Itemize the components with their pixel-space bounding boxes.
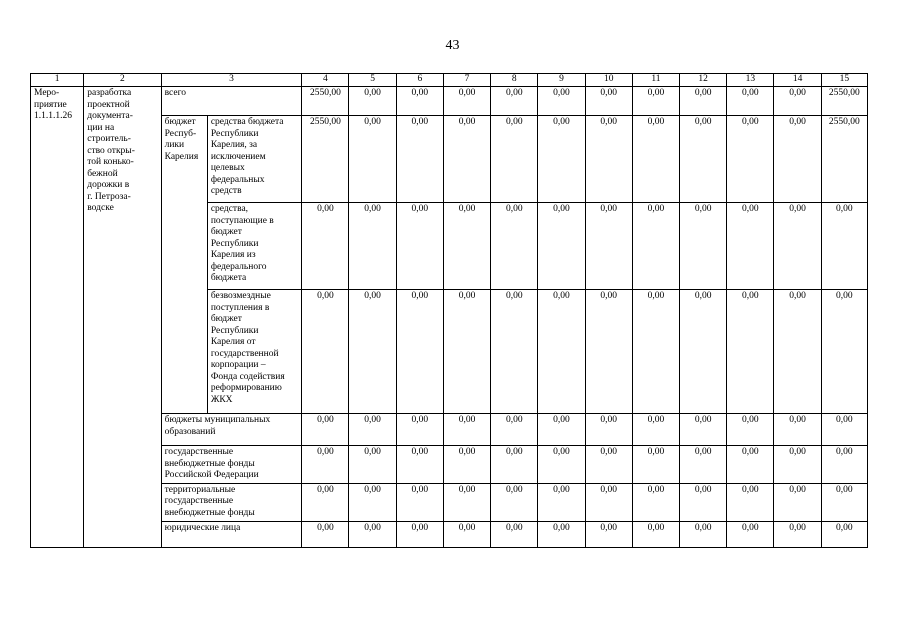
value-cell: 0,00 <box>632 290 679 414</box>
value-cell: 0,00 <box>774 521 821 547</box>
value-cell: 0,00 <box>727 414 774 446</box>
header-cell: 7 <box>443 74 490 87</box>
source-label <box>207 203 301 290</box>
value-cell: 0,00 <box>727 446 774 484</box>
value-cell: 0,00 <box>302 521 349 547</box>
source-label <box>207 290 301 414</box>
value-cell: 0,00 <box>585 521 632 547</box>
source-label <box>161 446 302 484</box>
value-cell: 0,00 <box>538 87 585 116</box>
text-line: бюджет <box>164 117 196 127</box>
header-cell: 6 <box>396 74 443 87</box>
header-row <box>31 74 868 87</box>
value-cell: 0,00 <box>774 290 821 414</box>
value-cell: 0,00 <box>491 116 538 203</box>
value-cell: 0,00 <box>396 116 443 203</box>
value-cell: 0,00 <box>821 483 867 521</box>
text-line: корпорации – <box>210 360 266 370</box>
table-row <box>31 87 868 116</box>
source-label <box>161 483 302 521</box>
value-cell: 0,00 <box>680 203 727 290</box>
text-line: 1.1.1.1.26 <box>34 111 72 121</box>
value-cell: 0,00 <box>727 290 774 414</box>
text-line: Карелия, за <box>210 140 258 150</box>
value-cell: 0,00 <box>302 446 349 484</box>
text-line: ЖКХ <box>210 394 233 405</box>
value-cell: 0,00 <box>302 290 349 414</box>
value-cell: 0,00 <box>680 414 727 446</box>
value-cell: 0,00 <box>443 483 490 521</box>
page-number: 43 <box>445 38 460 53</box>
text-line: строитель- <box>87 134 131 144</box>
header-cell: 5 <box>349 74 396 87</box>
header-cell: 14 <box>774 74 821 87</box>
text-line: средства бюджета <box>210 117 284 127</box>
value-cell: 0,00 <box>774 203 821 290</box>
value-cell: 0,00 <box>491 414 538 446</box>
text-line: водске <box>87 203 114 213</box>
text-line: Карелия от <box>210 337 256 347</box>
value-cell: 0,00 <box>632 414 679 446</box>
value-cell: 0,00 <box>680 87 727 116</box>
value-cell: 0,00 <box>302 414 349 446</box>
budget-group-label <box>161 116 207 414</box>
text-line: г. Петроза- <box>87 191 131 202</box>
text-line: внебюджетные фонды <box>164 507 255 518</box>
value-cell: 0,00 <box>585 290 632 414</box>
text-line: Республики <box>210 325 259 336</box>
value-cell: 0,00 <box>680 521 727 547</box>
text-line: безвозмездные <box>210 291 271 301</box>
value-cell: 0,00 <box>727 521 774 547</box>
text-line: бюджета <box>210 273 247 283</box>
value-cell: 0,00 <box>821 521 867 547</box>
value-cell: 0,00 <box>585 87 632 116</box>
value-cell: 0,00 <box>396 483 443 521</box>
value-cell: 0,00 <box>443 446 490 484</box>
value-cell: 0,00 <box>349 116 396 203</box>
header-cell: 4 <box>302 74 349 87</box>
text-line: ство откры- <box>87 145 135 156</box>
measure-code <box>31 87 84 548</box>
header-cell: 2 <box>84 74 161 87</box>
value-cell: 0,00 <box>680 483 727 521</box>
value-cell: 0,00 <box>538 116 585 203</box>
text-line: средства, <box>210 204 249 214</box>
value-cell: 0,00 <box>491 203 538 290</box>
text-line: целевых <box>210 163 245 173</box>
value-cell: 0,00 <box>821 203 867 290</box>
text-line: Карелия <box>164 151 199 162</box>
value-cell: 0,00 <box>396 414 443 446</box>
source-label <box>207 116 301 203</box>
text-line: территориальные <box>164 484 236 495</box>
value-cell: 0,00 <box>585 116 632 203</box>
budget-table <box>30 73 868 548</box>
value-cell: 0,00 <box>632 203 679 290</box>
value-cell: 0,00 <box>774 446 821 484</box>
text-line: бюджет <box>210 227 242 237</box>
value-cell: 0,00 <box>538 203 585 290</box>
value-cell: 0,00 <box>349 203 396 290</box>
text-line: лики <box>164 140 185 150</box>
value-cell: 0,00 <box>491 87 538 116</box>
text-line: Фонда содействия <box>210 371 285 382</box>
value-cell: 2550,00 <box>302 116 349 203</box>
value-cell: 0,00 <box>727 116 774 203</box>
value-cell: 0,00 <box>632 483 679 521</box>
value-cell: 0,00 <box>632 521 679 547</box>
value-cell: 0,00 <box>680 290 727 414</box>
text-line: Респуб- <box>164 128 197 139</box>
value-cell: 0,00 <box>585 203 632 290</box>
text-line: приятие <box>34 99 67 110</box>
header-cell: 3 <box>161 74 302 87</box>
value-cell: 0,00 <box>680 446 727 484</box>
value-cell: 0,00 <box>727 87 774 116</box>
value-cell: 0,00 <box>349 290 396 414</box>
value-cell: 2550,00 <box>821 116 867 203</box>
value-cell: 0,00 <box>349 87 396 116</box>
text-line: юридические лица <box>164 522 241 533</box>
text-line: федеральных <box>210 174 265 185</box>
value-cell: 0,00 <box>396 521 443 547</box>
text-line: ции на <box>87 122 115 133</box>
value-cell: 0,00 <box>585 483 632 521</box>
value-cell: 0,00 <box>396 446 443 484</box>
text-line: государственные <box>164 496 234 506</box>
text-line: федерального <box>210 261 267 272</box>
text-line: Российской Федерации <box>164 470 259 480</box>
measure-name <box>84 87 161 548</box>
value-cell: 0,00 <box>774 483 821 521</box>
value-cell: 0,00 <box>538 446 585 484</box>
value-cell: 0,00 <box>538 414 585 446</box>
text-line: реформированию <box>210 383 282 393</box>
header-cell: 12 <box>680 74 727 87</box>
text-line: Меро- <box>34 88 60 98</box>
value-cell: 0,00 <box>491 483 538 521</box>
source-label <box>161 521 302 547</box>
text-line: Республики <box>210 128 259 139</box>
value-cell: 0,00 <box>349 414 396 446</box>
value-cell: 0,00 <box>821 414 867 446</box>
text-line: всего <box>164 88 186 98</box>
value-cell: 0,00 <box>396 203 443 290</box>
value-cell: 0,00 <box>727 483 774 521</box>
value-cell: 0,00 <box>632 116 679 203</box>
value-cell: 0,00 <box>680 116 727 203</box>
value-cell: 0,00 <box>349 521 396 547</box>
text-line: средств <box>210 186 242 196</box>
value-cell: 0,00 <box>396 87 443 116</box>
text-line: той конько- <box>87 157 134 167</box>
text-line: Республики <box>210 238 259 249</box>
header-cell: 1 <box>31 74 84 87</box>
text-line: государственной <box>210 348 279 359</box>
value-cell: 0,00 <box>443 203 490 290</box>
text-line: поступления в <box>210 302 270 313</box>
text-line: образований <box>164 426 216 437</box>
value-cell: 0,00 <box>821 446 867 484</box>
text-line: дорожки в <box>87 180 130 190</box>
text-line: разработка <box>87 88 132 98</box>
value-cell: 0,00 <box>727 203 774 290</box>
value-cell: 0,00 <box>349 446 396 484</box>
value-cell: 0,00 <box>774 116 821 203</box>
value-cell: 0,00 <box>443 290 490 414</box>
text-line: бюджет <box>210 314 242 324</box>
value-cell: 0,00 <box>538 290 585 414</box>
value-cell: 0,00 <box>632 446 679 484</box>
value-cell: 0,00 <box>821 290 867 414</box>
value-cell: 0,00 <box>396 290 443 414</box>
value-cell: 0,00 <box>585 446 632 484</box>
value-cell: 0,00 <box>774 414 821 446</box>
value-cell: 0,00 <box>443 116 490 203</box>
text-line: поступающие в <box>210 215 274 226</box>
value-cell: 0,00 <box>302 203 349 290</box>
text-line: бежной <box>87 168 118 179</box>
value-cell: 0,00 <box>491 521 538 547</box>
header-cell: 9 <box>538 74 585 87</box>
value-cell: 0,00 <box>491 446 538 484</box>
value-cell: 0,00 <box>774 87 821 116</box>
value-cell: 0,00 <box>585 414 632 446</box>
value-cell: 2550,00 <box>302 87 349 116</box>
text-line: Карелия из <box>210 250 256 260</box>
value-cell: 0,00 <box>491 290 538 414</box>
header-cell: 13 <box>727 74 774 87</box>
text-line: исключением <box>210 151 266 162</box>
text-line: проектной <box>87 99 130 110</box>
header-cell: 8 <box>491 74 538 87</box>
value-cell: 2550,00 <box>821 87 867 116</box>
header-cell: 10 <box>585 74 632 87</box>
value-cell: 0,00 <box>302 483 349 521</box>
header-cell: 11 <box>632 74 679 87</box>
value-cell: 0,00 <box>538 483 585 521</box>
value-cell: 0,00 <box>349 483 396 521</box>
source-label <box>161 414 302 446</box>
value-cell: 0,00 <box>632 87 679 116</box>
text-line: внебюджетные фонды <box>164 458 255 469</box>
text-line: документа- <box>87 111 133 121</box>
text-line: бюджеты муниципальных <box>164 415 271 425</box>
source-label <box>161 87 302 116</box>
header-cell: 15 <box>821 74 867 87</box>
text-line: государственные <box>164 447 234 457</box>
value-cell: 0,00 <box>538 521 585 547</box>
value-cell: 0,00 <box>443 414 490 446</box>
value-cell: 0,00 <box>443 87 490 116</box>
value-cell: 0,00 <box>443 521 490 547</box>
